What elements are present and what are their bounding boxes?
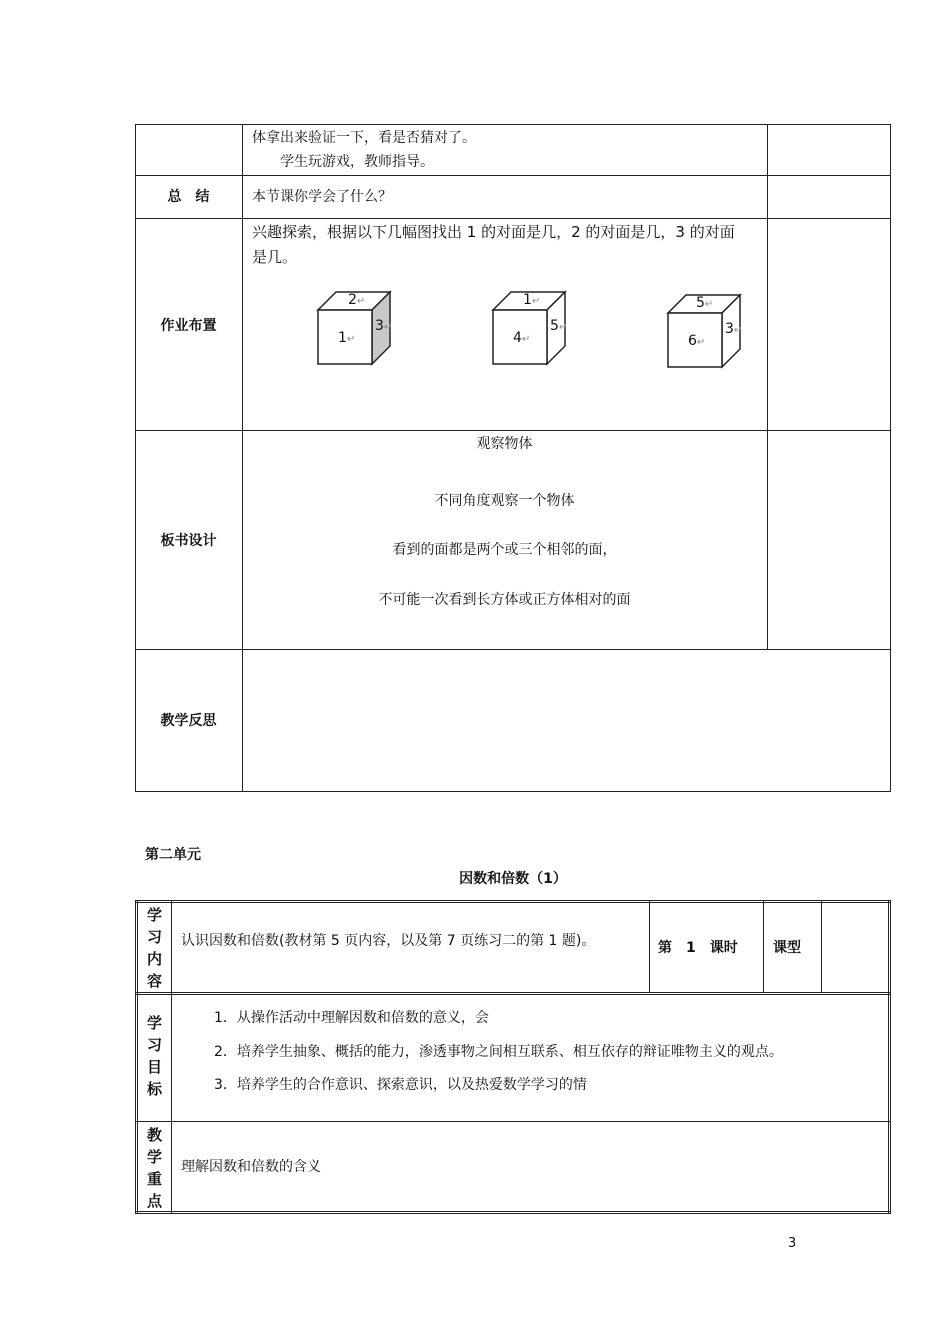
board-line: 看到的面都是两个或三个相邻的面，	[392, 542, 617, 558]
board-line: 不同角度观察一个物体	[434, 493, 575, 509]
table-line	[649, 900, 650, 993]
table-line	[242, 124, 243, 792]
board-line: 不可能一次看到长方体或正方体相对的面	[378, 592, 631, 608]
summary-label: 总 结	[167, 189, 210, 205]
table-line	[135, 1121, 891, 1122]
table-line	[171, 900, 172, 1214]
continued-text-line: 体拿出来验证一下，看是否猜对了。	[252, 130, 476, 146]
table-line	[135, 791, 891, 792]
goal-item: 2．培养学生抽象、概括的能力，渗透事物之间相互联系、相互依存的辩证唯物主义的观点。	[214, 1044, 783, 1060]
board-design-label: 板书设计	[160, 533, 217, 549]
table-line	[888, 900, 889, 1214]
table-line	[135, 124, 136, 792]
cube-front-number: 1↵	[338, 330, 356, 346]
continued-text-line: 学生玩游戏，教师指导。	[280, 154, 434, 170]
homework-text-line: 兴趣探索，根据以下几幅图找出 1 的对面是几，2 的对面是几，3 的对面	[252, 223, 735, 241]
cube-figure	[316, 290, 392, 366]
goal-item: 3．培养学生的合作意识、探索意识，以及热爱数学学习的情	[214, 1077, 587, 1093]
table-line	[135, 649, 891, 650]
table-line	[890, 900, 891, 1214]
cube-top-number: 5↵	[696, 295, 714, 311]
table-line	[135, 992, 891, 993]
cube-top-number: 1↵	[523, 292, 541, 308]
learning-goals-label: 学 习 目 标	[146, 1014, 162, 1098]
table-line	[135, 124, 891, 125]
table-line	[135, 218, 891, 219]
teaching-key-text: 理解因数和倍数的含义	[181, 1159, 321, 1175]
table-line	[767, 124, 768, 650]
summary-content: 本节课你学会了什么？	[252, 189, 392, 205]
reflection-label: 教学反思	[160, 713, 217, 729]
learning-content-label: 学 习 内 容	[146, 906, 162, 990]
lesson-type-label: 课型	[773, 940, 801, 956]
board-title: 观察物体	[476, 436, 533, 452]
table-line	[135, 1211, 891, 1212]
table-line	[135, 900, 891, 901]
table-line	[135, 994, 891, 995]
cube-side-number: 3↵	[375, 318, 393, 334]
cube-side-number: 3↵	[725, 321, 743, 337]
table-line	[821, 900, 822, 993]
table-line	[135, 430, 891, 431]
table-line	[890, 124, 891, 792]
cube-front-number: 4↵	[513, 330, 531, 346]
cube-top-number: 2↵	[348, 292, 366, 308]
table-line	[763, 900, 764, 993]
learning-content-text: 认识因数和倍数(教材第 5 页内容，以及第 7 页练习二的第 1 题)。	[181, 933, 596, 949]
homework-text-line: 是几。	[252, 248, 298, 266]
teaching-key-label: 教 学 重 点	[146, 1126, 162, 1210]
cube-side-number: 5↵	[550, 318, 568, 334]
page-number: 3	[788, 1236, 797, 1251]
table-line	[135, 1213, 891, 1214]
lesson-period: 第 1 课时	[658, 940, 738, 956]
table-line	[135, 175, 891, 176]
table-line	[135, 900, 136, 1214]
cube-front-number: 6↵	[688, 333, 706, 349]
lesson-title: 因数和倍数（1）	[459, 871, 567, 887]
cube-figure	[491, 290, 567, 366]
homework-label: 作业布置	[160, 318, 217, 334]
table-line	[135, 902, 891, 903]
unit-heading: 第二单元	[145, 847, 201, 863]
goal-item: 1．从操作活动中理解因数和倍数的意义，会	[214, 1010, 489, 1026]
cube-figure	[666, 293, 742, 369]
